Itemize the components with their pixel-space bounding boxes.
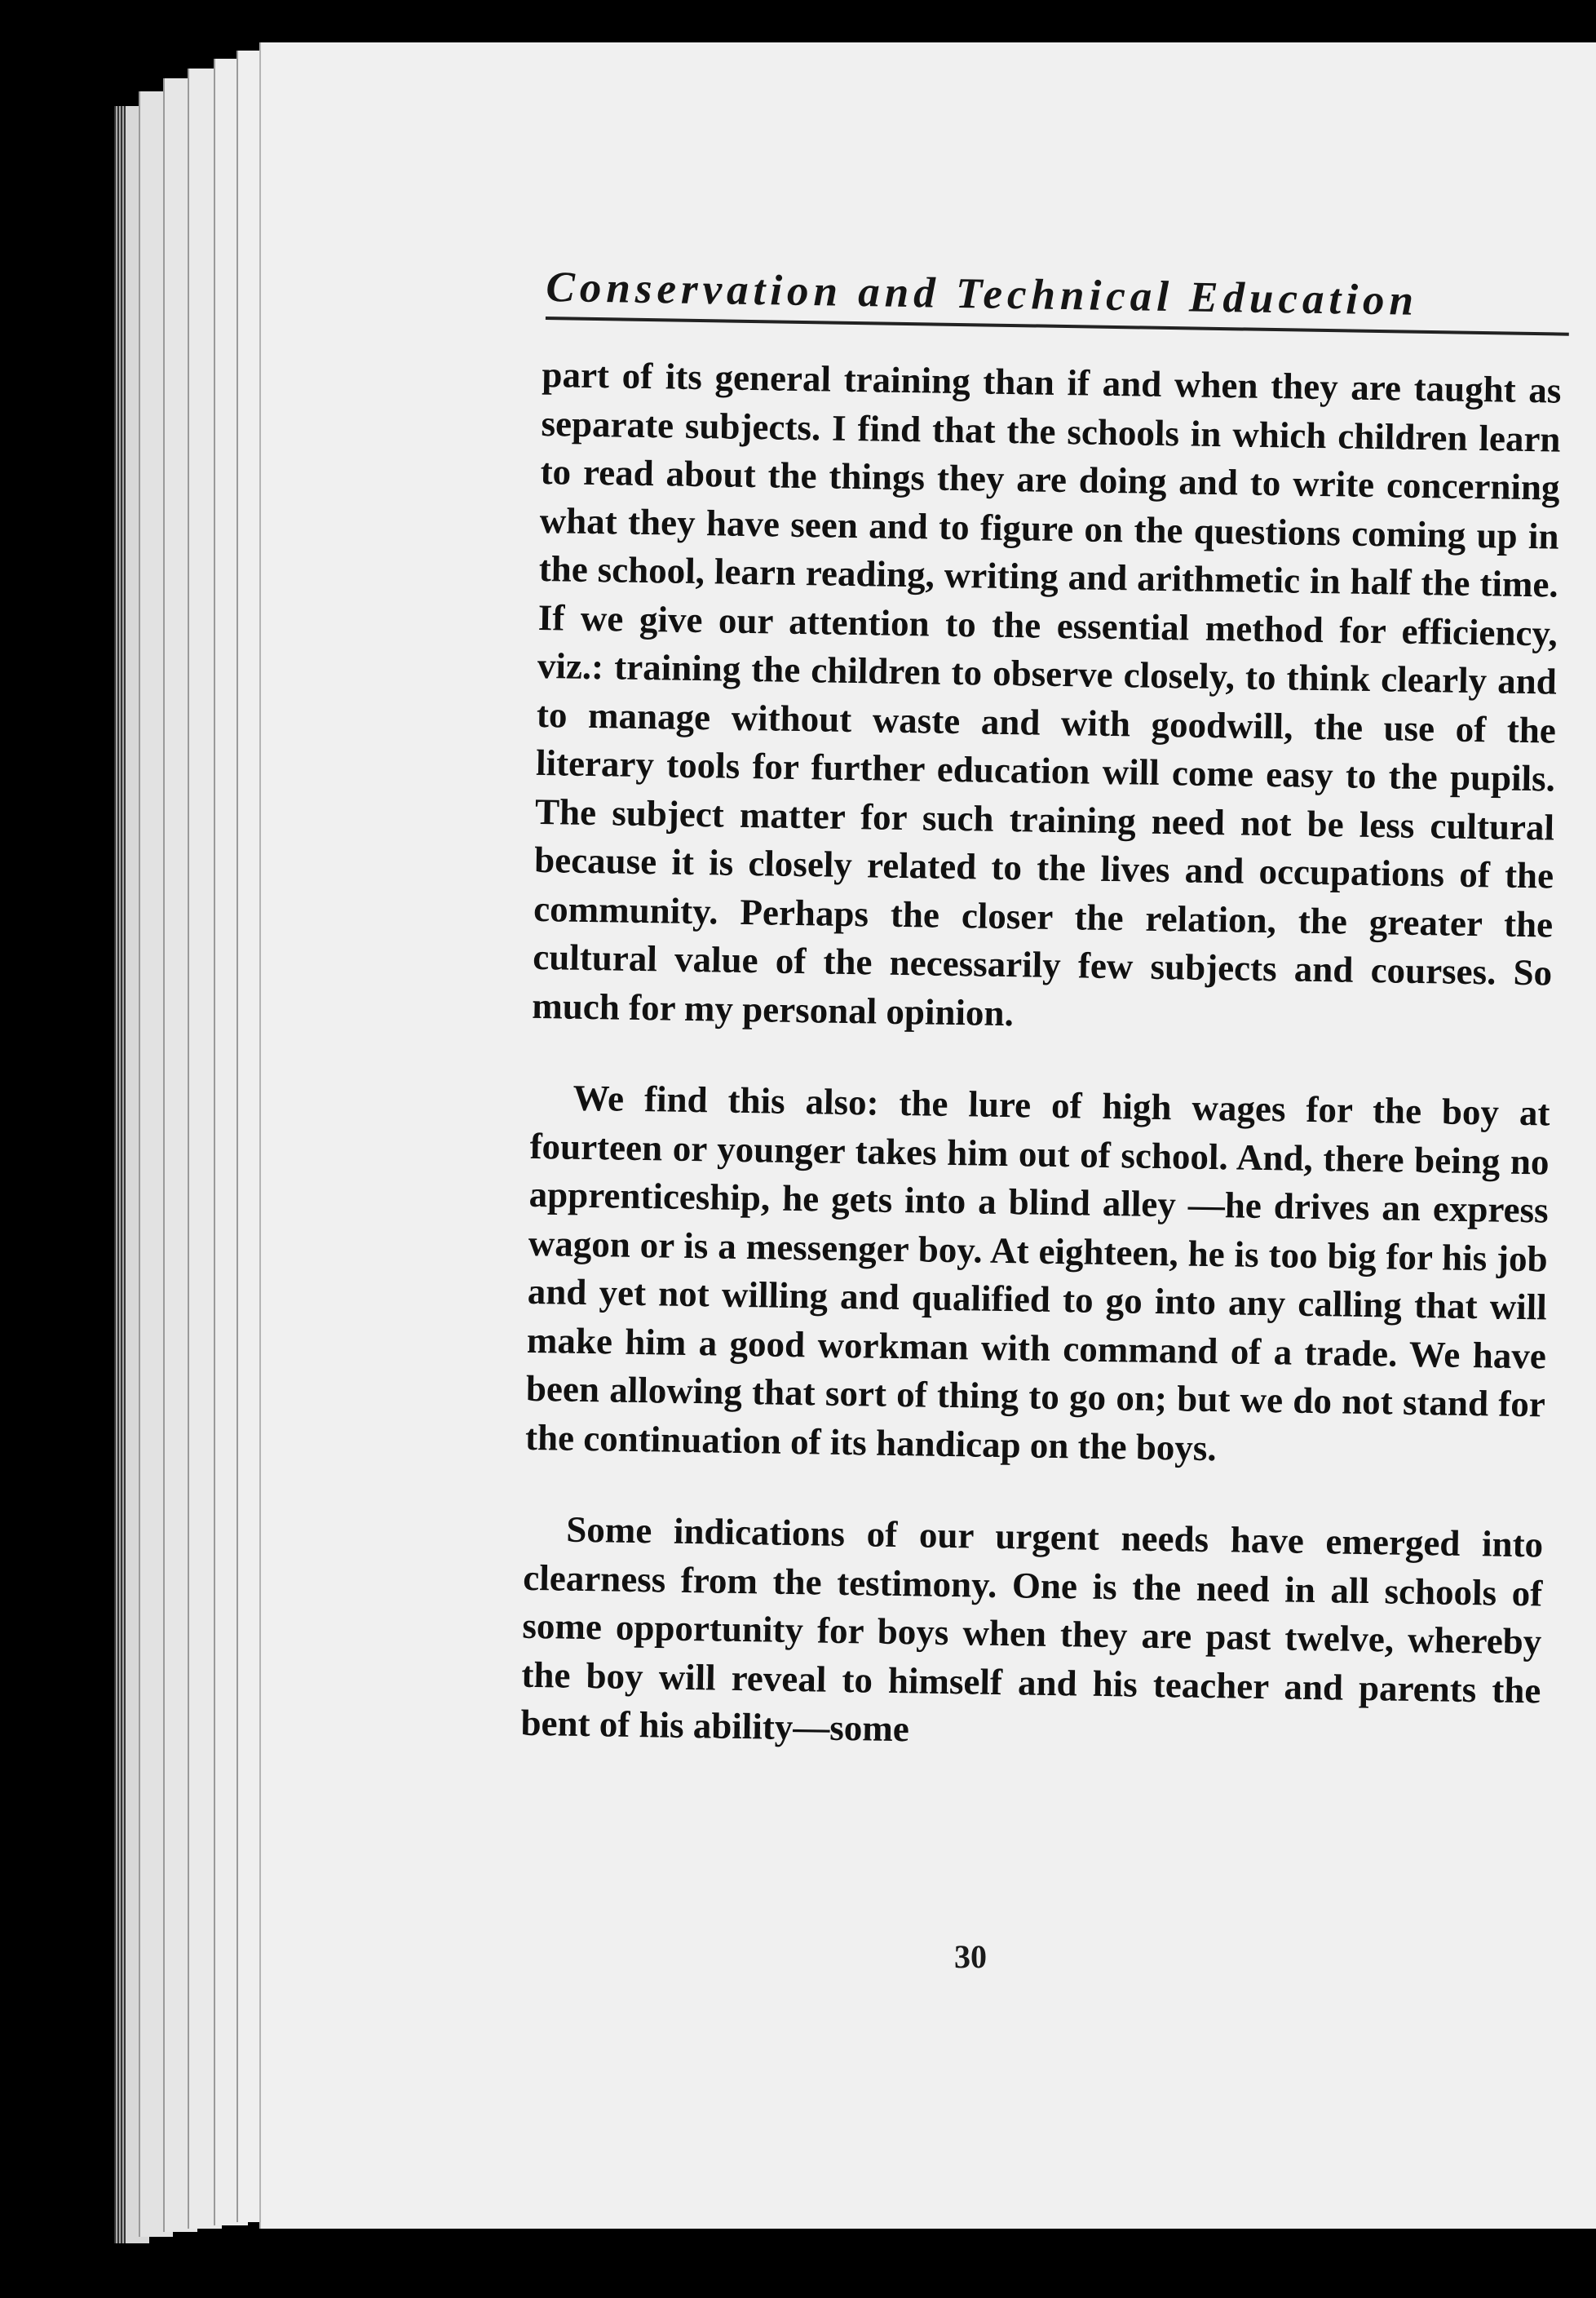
paragraph-2: We find this also: the lure of high wages for the boy at fourteen or younger takes him out of school. And, there being no apprenticeship, he gets into a blind alley —he drives an express wagon or is a messenger boy. At eighteen, he is too big for his job and yet not willing and qualified to go into any calling that will make him a good workman with command of a trade. We have been allowing that sort of thing to go on; but we do not stand for the continuation of its handicap on the boys. [524,1077,1550,1468]
running-head: Conservation and Technical Education [546,263,1570,336]
page-number: 30 [954,1938,987,1975]
paragraph-3: Some indications of our urgent needs have emerged into clearness from the testimony. One is the need in all schools of some opportunity for boys when they are past twelve, whereby the boy will reveal to himself and his teacher and parents the bent of his ability—some [520,1508,1544,1750]
paragraph-1: part of its general training than if and when they are taught as separate subjects. I find that the schools in which children learn to read about the things they are doing and to write concerning what they have seen and to figure on the questions coming up in the school, learn reading, writing and arithmetic in half the time. If we give our attention to the essential method for efficiency, viz.: training the children to observe closely, to think clearly and to manage without waste and with goodwill, the use of the literary tools for further education will come easy to the pupils. The subject matter for such training need not be less cultural because it is closely related to the lives and occupations of the community. Perhaps the closer the relation, the greater the cultural value of the necessarily few subjects and courses. So much for my personal opinion. [532,353,1562,1034]
body-text [519,351,1562,1807]
book-spine [114,106,126,2243]
